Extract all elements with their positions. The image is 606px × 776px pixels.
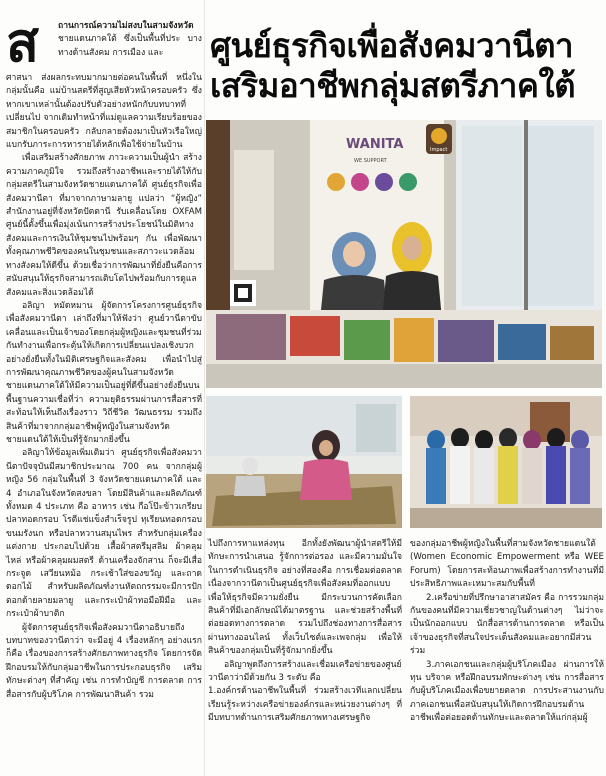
- weaving-illustration: [206, 396, 402, 528]
- b2-paragraph-1: ของกลุ่มอาชีพผู้หญิงในพื้นที่สามจังหวัดชายแดนใต้ (Women Economic Empowerment หรือ WEE Forum) โดยการสะท้อนภาพเพื่อสร้างการทำงานที่มีประสิทธิภาพและเหมาะสมกับพื้นที่: [410, 539, 604, 590]
- paragraph-1: ศาสนา ส่งผลกระทบมากมายต่อคนในพื้นที่ หนึ่งในกลุ่มนั้นคือ แม่บ้านสตรีที่สูญเสียหัวหน้าครอบครัว ซึ่งหากเขาเหล่านั้นต้องปรับตัวอย่างหนักกับบทบาทที่เปลี่ยนไป จากเดิมทำหน้าที่แม่ดูแลความเรียบร้อยของสมาชิกในครอบครัว กลับกลายต้องมาเป็นหัวเรือใหญ่แบกรับภาระการหารายได้หลักเพื่อใช้จ่ายในบ้าน: [6, 73, 202, 151]
- weaving-photo: [206, 396, 402, 528]
- b1-paragraph-1: ไปถึงการหาแหล่งทุน อีกทั้งยังพัฒนาผู้นำสตรีให้มีทักษะการนำเสนอ รู้จักการต่อรอง และมีความมั่นใจในการดำเนินธุรกิจ อย่างที่สองคือ การเชื่อมต่อตลาด เนื่องจากวานีตาเป็นศูนย์ธุรกิจเพื่อสังคมที่ออกแบบเพื่อให้ธุรกิจมีความยั่งยืน มีกระบวนการคัดเลือกสินค้าที่มีเอกลักษณ์ได้มาตรฐาน และช่วยสร้างพื้นที่ต่อยอดทางการตลาด รวมไปถึงช่องทางการสื่อสารผ่านทางออนไลน์ ทั้งเว็บไซต์และเพจกลุ่ม เพื่อให้สินค้าของกลุ่มเป็นที่รู้จักมากยิ่งขึ้น: [208, 539, 402, 657]
- bottom-column-2: [410, 538, 604, 726]
- headline-line-1: ศูนย์ธุรกิจเพื่อสังคมวานีตา: [210, 26, 574, 65]
- b1-paragraph-2: อลิญาพูดถึงการสร้างและเชื่อมเครือข่ายของศูนย์วานีตาว่ามีด้วยกัน 3 ระดับ คือ: [208, 659, 402, 684]
- impact-badge-text: Impact: [430, 147, 448, 153]
- group-illustration: [410, 396, 602, 528]
- paragraph-3: อลิญา หมัดหมาน ผู้จัดการโครงการศูนย์ธุรกิจเพื่อสังคมวานีตา เล่าถึงที่มาให้ฟังว่า ศูนย์วานีตาขับเคลื่อนและเป็นเจ้าของโดยกลุ่มผู้หญิงและชุมชนที่ร่วมกันทำงานเพื่อกระตุ้นให้เกิดการเปลี่ยนแปลงเชิงบวกอย่างยั่งยืนทั้งในมิติเศรษฐกิจและสังคม เพื่อนำไปสู่การพัฒนาคุณภาพชีวิตของผู้คนในสามจังหวัดชายแดนภาคใต้ให้มีความเป็นอยู่ที่ดีขึ้นอย่างยั่งยืนบนพื้นฐานความเชื่อที่ว่า ความยุติธรรมผ่านการสื่อสารที่สะท้อนให้เห็นถึงเรื่องราว วิถีชีวิต วัฒนธรรม รวมถึงสินค้าที่มาจากกลุ่มอาชีพผู้หญิงในสามจังหวัดชายแดนใต้ให้เป็นที่รู้จักมากยิ่งขึ้น: [6, 300, 202, 445]
- bottom-column-1: [208, 538, 402, 726]
- b1-paragraph-3: 1.องค์กรด้านอาชีพในพื้นที่ ร่วมสร้างเวทีแลกเปลี่ยนเรียนรู้ระหว่างเครือข่ายองค์กรและหน่วยงานต่างๆ ที่มีบทบาทด้านการเสริมศักยภาพทางเศรษฐกิจ: [208, 686, 402, 724]
- main-photo-illustration: [206, 120, 602, 388]
- banner-support-text: WE SUPPORT: [354, 158, 387, 164]
- lead-text: ชายแดนภาคใต้ ซึ่งเป็นพื้นที่ประ บางทางด้านสังคม การเมือง และ: [58, 34, 202, 58]
- left-article-column: [6, 10, 202, 702]
- banner-wanita-text: WANITA: [346, 137, 404, 152]
- paragraph-4: อลิญาให้ข้อมูลเพิ่มเติมว่า ศูนย์ธุรกิจเพื่อสังคมวานีตาปัจจุบันมีสมาชิกประมาณ 700 คน จากกลุ่มผู้หญิง 56 กลุ่มในพื้นที่ 3 จังหวัดชายแดนภาคใต้ และ 4 อำเภอในจังหวัดสงขลา โดยมีสินค้าและผลิตภัณฑ์ทั้งหมด 4 ประเภท คือ อาหาร เช่น กือโป๊ะข้าวเกรียบปลาทอดกรอบ โรตีแช่แข็งสำเร็จรูป ทุเรียนทอดกรอบ ขนมรังนก หรือปลาหวานสมุนไพร สำหรับกลุ่มเครื่องแต่งกาย ประกอบไปด้วย เสื้อผ้าสตรีมุสลิม ผ้าคลุมไหล่ หรือผ้าคลุมผมสตรี ด้านเครื่องจักสาน ก็จะมีเสื่อกระจูด เสวียนหม้อ กระเช้าใส่ของขวัญ และถาดดอกไม้ สำหรับผลิตภัณฑ์งานหัตถกรรมจะมีการปักตอกด้ายลายมลายู และกระเป๋าผ้าทอมือฝีมือ และกระเป๋าผ้าบาติก: [6, 448, 202, 620]
- paragraph-2: เพื่อเสริมสร้างศักยภาพ ภาวะความเป็นผู้นำ สร้างความภาคภูมิใจ รวมถึงสร้างอาชีพและรายได้ให้กับกลุ่มสตรีในสามจังหวัดชายแดนภาคใต้ ศูนย์ธุรกิจเพื่อสังคมวานีตา ที่มาจากภาษามลายู แปลว่า “ผู้หญิง” สำนักงานอยู่ที่จังหวัดปัตตานี รับเคลื่อนโดย OXFAM ศูนย์นี้ตั้งขึ้นเพื่อมุ่งเน้นการสร้างประโยชน์ในมิติทางสังคมและการเงินให้ชุมชนไปพร้อมๆ กัน เพื่อพัฒนาทั้งคุณภาพชีวิตของคนในชุมชนและสภาวะแวดล้อมทางสังคมให้ดีขึ้น ด้วยเชื่อว่าการพัฒนาที่ยั่งยืนคือการสนับสนุนให้ธุรกิจสามารถเติบโตไปพร้อมกับการดูแลสังคมและสิ่งแวดล้อมได้: [6, 153, 202, 298]
- b2-paragraph-2: 2.เครือข่ายที่ปรึกษาอาสาสมัคร คือ การรวมกลุ่มกันของคนที่มีความเชี่ยวชาญในด้านต่างๆ ไม่ว่าจะเป็นนักออกแบบ นักสื่อสารด้านการตลาด หรือเป็นเจ้าของธุรกิจที่สนใจประเด็นสังคมและอยากมีส่วนร่วม: [410, 592, 604, 657]
- column-divider: [204, 0, 205, 776]
- paragraph-5: ผู้จัดการศูนย์ธุรกิจเพื่อสังคมวานีตาอธิบายถึงบทบาทของวานีตาว่า จะมีอยู่ 4 เรื่องหลักๆ อย่างแรกก็คือ เรื่องของการสร้างศักยภาพทางธุรกิจ โดยการจัดฝึกอบรมให้กับกลุ่มอาชีพในการประกอบธุรกิจ เสริมทักษะต่างๆ ที่สำคัญ เช่น การทำบัญชี การตลาด การสื่อสารกับผู้บริโภค การพัฒนาสินค้า รวม: [6, 622, 202, 700]
- main-photo: [206, 120, 602, 388]
- group-photo: [410, 396, 602, 528]
- headline: [210, 26, 602, 106]
- drop-cap: ส: [6, 10, 39, 74]
- headline-line-2: เสริมอาชีพกลุ่มสตรีภาคใต้: [210, 66, 576, 105]
- lead-kicker: ถานการณ์ความไม่สงบในสามจังหวัด: [58, 21, 194, 31]
- b2-paragraph-3: 3.ภาคเอกชนและกลุ่มผู้บริโภคเมือง ผ่านการให้ทุน บริจาค หรือฝึกอบรมทักษะต่างๆ เช่น การสื่อสารกับผู้บริโภคเมืองเพื่อขยายตลาด การประสานงานกับภาคเอกชนเพื่อสนับสนุนให้เกิดการฝึกอบรมด้านอาชีพเพื่อต่อยอดด้านทักษะและตลาดให้แก่กลุ่มผู้: [410, 659, 604, 724]
